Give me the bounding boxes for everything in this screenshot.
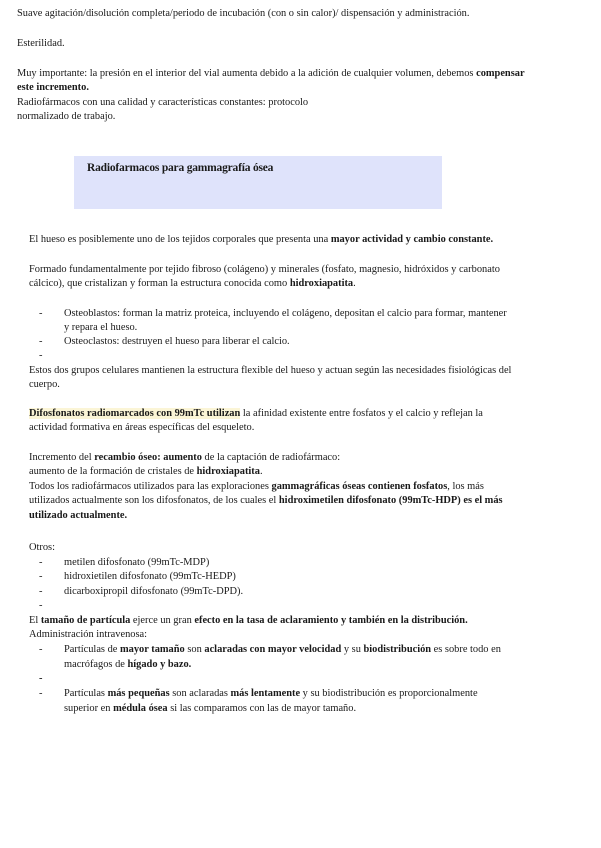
bullet-osteoblastos-cont: y repara el hueso.: [64, 322, 138, 333]
particula-bullet-mayor: Partículas de mayor tamaño son aclaradas con mayor velocidad y su biodistribución es sobre todo en: [64, 644, 501, 655]
intro-line-2: Esterilidad.: [17, 38, 65, 49]
bullet-dash: -: [39, 336, 43, 347]
bullet-dash: -: [39, 308, 43, 319]
bone-paragraph-2: Formado fundamentalmente por tejido fibroso (colágeno) y minerales (fosfato, magnesio, hidróxidos y carbonato: [29, 264, 500, 275]
intro-line-5: normalizado de trabajo.: [17, 111, 116, 122]
recambio-line-3: Todos los radiofármacos utilizados para las exploraciones gammagráficas óseas contienen fosfatos, los más: [29, 481, 484, 492]
recambio-line-5: utilizado actualmente.: [29, 510, 128, 521]
recambio-line-2: aumento de la formación de cristales de hidroxiapatita.: [29, 466, 263, 477]
section-banner: [74, 156, 442, 209]
bone-paragraph-3-cont: cuerpo.: [29, 379, 60, 390]
bullet-dash-empty: -: [39, 350, 43, 361]
intro-line-1: Suave agitación/disolución completa/periodo de incubación (con o sin calor)/ dispensación y administración.: [17, 8, 470, 19]
bone-paragraph-3: Estos dos grupos celulares mantienen la estructura flexible del hueso y actuan según las necesidades fisiológicas del: [29, 365, 512, 376]
bone-paragraph-1: El hueso es posiblemente uno de los tejidos corporales que presenta una mayor actividad y cambio constante.: [29, 234, 494, 245]
otros-item-mdp: metilen difosfonato (99mTc-MDP): [64, 557, 210, 568]
otros-label: Otros:: [29, 542, 55, 553]
recambio-line-1: Incremento del recambio óseo: aumento de la captación de radiofármaco:: [29, 452, 341, 463]
bullet-dash: -: [39, 644, 43, 655]
bullet-dash-empty: -: [39, 600, 43, 611]
difosfonatos-paragraph-cont: actividad formativa en áreas específicas del esqueleto.: [29, 422, 255, 433]
section-title: Radiofarmacos para gammagrafía ósea: [87, 162, 274, 174]
intro-line-3-cont: este incremento.: [17, 82, 89, 93]
otros-item-hedp: hidroxietilen difosfonato (99mTc-HEDP): [64, 571, 236, 582]
particula-line-1: El tamaño de partícula ejerce un gran efecto en la tasa de aclaramiento y también en la distribución.: [29, 615, 468, 626]
bullet-osteoblastos: Osteoblastos: forman la matriz proteica, incluyendo el colágeno, depositan el calcio para formar, mantener: [64, 308, 507, 319]
particula-bullet-menor: Partículas más pequeñas son aclaradas más lentamente y su biodistribución es proporcionalmente: [64, 688, 478, 699]
intro-line-4: Radiofármacos con una calidad y características constantes: protocolo: [17, 97, 309, 108]
particula-line-2: Administración intravenosa:: [29, 629, 148, 640]
bullet-dash: -: [39, 571, 43, 582]
bullet-dash-empty: -: [39, 673, 43, 684]
particula-bullet-mayor-cont: macrófagos de hígado y bazo.: [64, 659, 192, 670]
bullet-dash: -: [39, 586, 43, 597]
bullet-dash: -: [39, 557, 43, 568]
recambio-line-4: utilizados actualmente son los difosfonatos, de los cuales el hidroximetilen difosfonato (99mTc-HDP) es el más: [29, 495, 503, 506]
difosfonatos-paragraph: Difosfonatos radiomarcados con 99mTc utilizan la afinidad existente entre fosfatos y el calcio y reflejan la: [29, 408, 483, 419]
bone-paragraph-2-cont: cálcico), que cristalizan y forman la estructura conocida como hidroxiapatita.: [29, 278, 356, 289]
intro-line-3: Muy importante: la presión en el interior del vial aumenta debido a la adición de cualquier volumen, debemos compensar: [17, 68, 525, 79]
particula-bullet-menor-cont: superior en médula ósea si las comparamos con las de mayor tamaño.: [64, 703, 357, 714]
bullet-osteoclastos: Osteoclastos: destruyen el hueso para liberar el calcio.: [64, 336, 290, 347]
bullet-dash: -: [39, 688, 43, 699]
otros-item-dpd: dicarboxipropil difosfonato (99mTc-DPD).: [64, 586, 244, 597]
